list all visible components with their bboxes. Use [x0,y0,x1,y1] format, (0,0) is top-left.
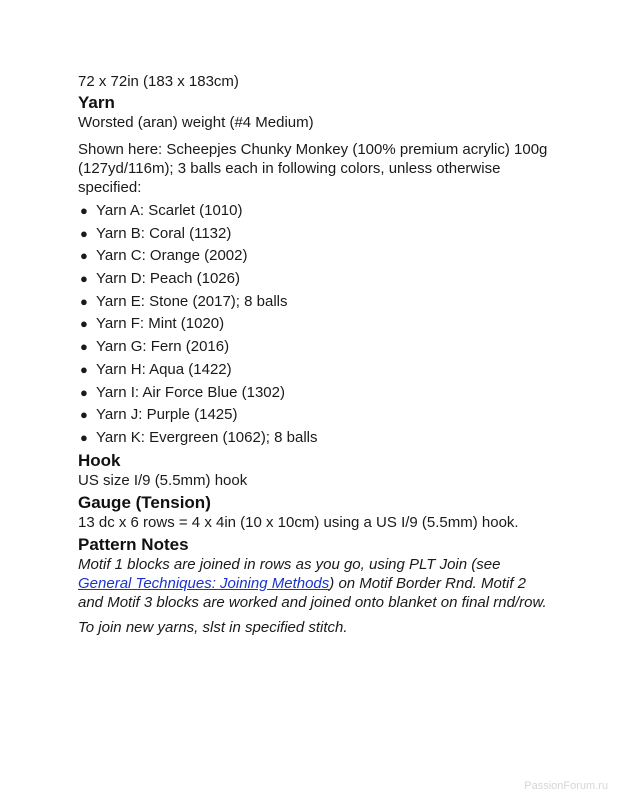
bullet-icon: ● [80,316,88,332]
bullet-icon: ● [80,384,88,400]
bullet-icon: ● [80,225,88,241]
bullet-icon: ● [80,271,88,287]
document-content [78,72,548,639]
list-item: ● Yarn C: Orange (2002) [80,247,248,265]
list-item: ● Yarn E: Stone (2017); 8 balls [80,292,288,310]
notes-heading: Pattern Notes [78,534,189,554]
notes-paragraph-2: To join new yarns, slst in specified stitch. [78,618,348,636]
yarn-weight: Worsted (aran) weight (#4 Medium) [78,114,314,131]
yarn-list [78,201,548,451]
bullet-icon: ● [80,248,88,264]
list-item: ● Yarn B: Coral (1132) [80,224,232,242]
list-item: ● Yarn D: Peach (1026) [80,270,240,288]
bullet-icon: ● [80,293,88,309]
yarn-heading: Yarn [78,93,115,112]
gauge-text: 13 dc x 6 rows = 4 x 4in (10 x 10cm) using a US I/9 (5.5mm) hook. [78,513,519,531]
bullet-icon: ● [80,339,88,355]
list-item: ● Yarn F: Mint (1020) [80,315,225,333]
list-item: ● Yarn H: Aqua (1422) [80,360,232,378]
notes-paragraph-1: Motif 1 blocks are joined in rows as you go, using PLT Join (see General Techniques: Joining Methods) on Motif Border Rnd. Motif 2 and Motif 3 blocks are worked and joined onto blanket on final rnd/row. [78,555,547,611]
bullet-icon: ● [80,361,88,377]
bullet-icon: ● [80,407,88,423]
hook-text: US size I/9 (5.5mm) hook [78,471,248,489]
list-item: ● Yarn J: Purple (1425) [80,406,238,424]
watermark-text: PassionForum.ru [524,780,608,792]
gauge-heading: Gauge (Tension) [78,492,211,512]
bullet-icon: ● [80,203,88,218]
finished-size: 72 x 72in (183 x 183cm) [78,73,239,90]
list-item: ● Yarn K: Evergreen (1062); 8 balls [80,428,318,446]
yarn-shown-here: Shown here: Scheepjes Chunky Monkey (100% premium acrylic) 100g (127yd/116m); 3 balls each in following colors, unless otherwise specified: [78,141,548,196]
hook-heading: Hook [78,450,121,470]
list-item: ● Yarn I: Air Force Blue (1302) [80,383,285,401]
list-item: ● Yarn A: Scarlet (1010) [80,202,243,219]
joining-methods-link[interactable]: General Techniques: Joining Methods [78,574,330,592]
list-item: ● Yarn G: Fern (2016) [80,338,230,356]
bullet-icon: ● [80,429,88,445]
pattern-notes [78,535,548,637]
